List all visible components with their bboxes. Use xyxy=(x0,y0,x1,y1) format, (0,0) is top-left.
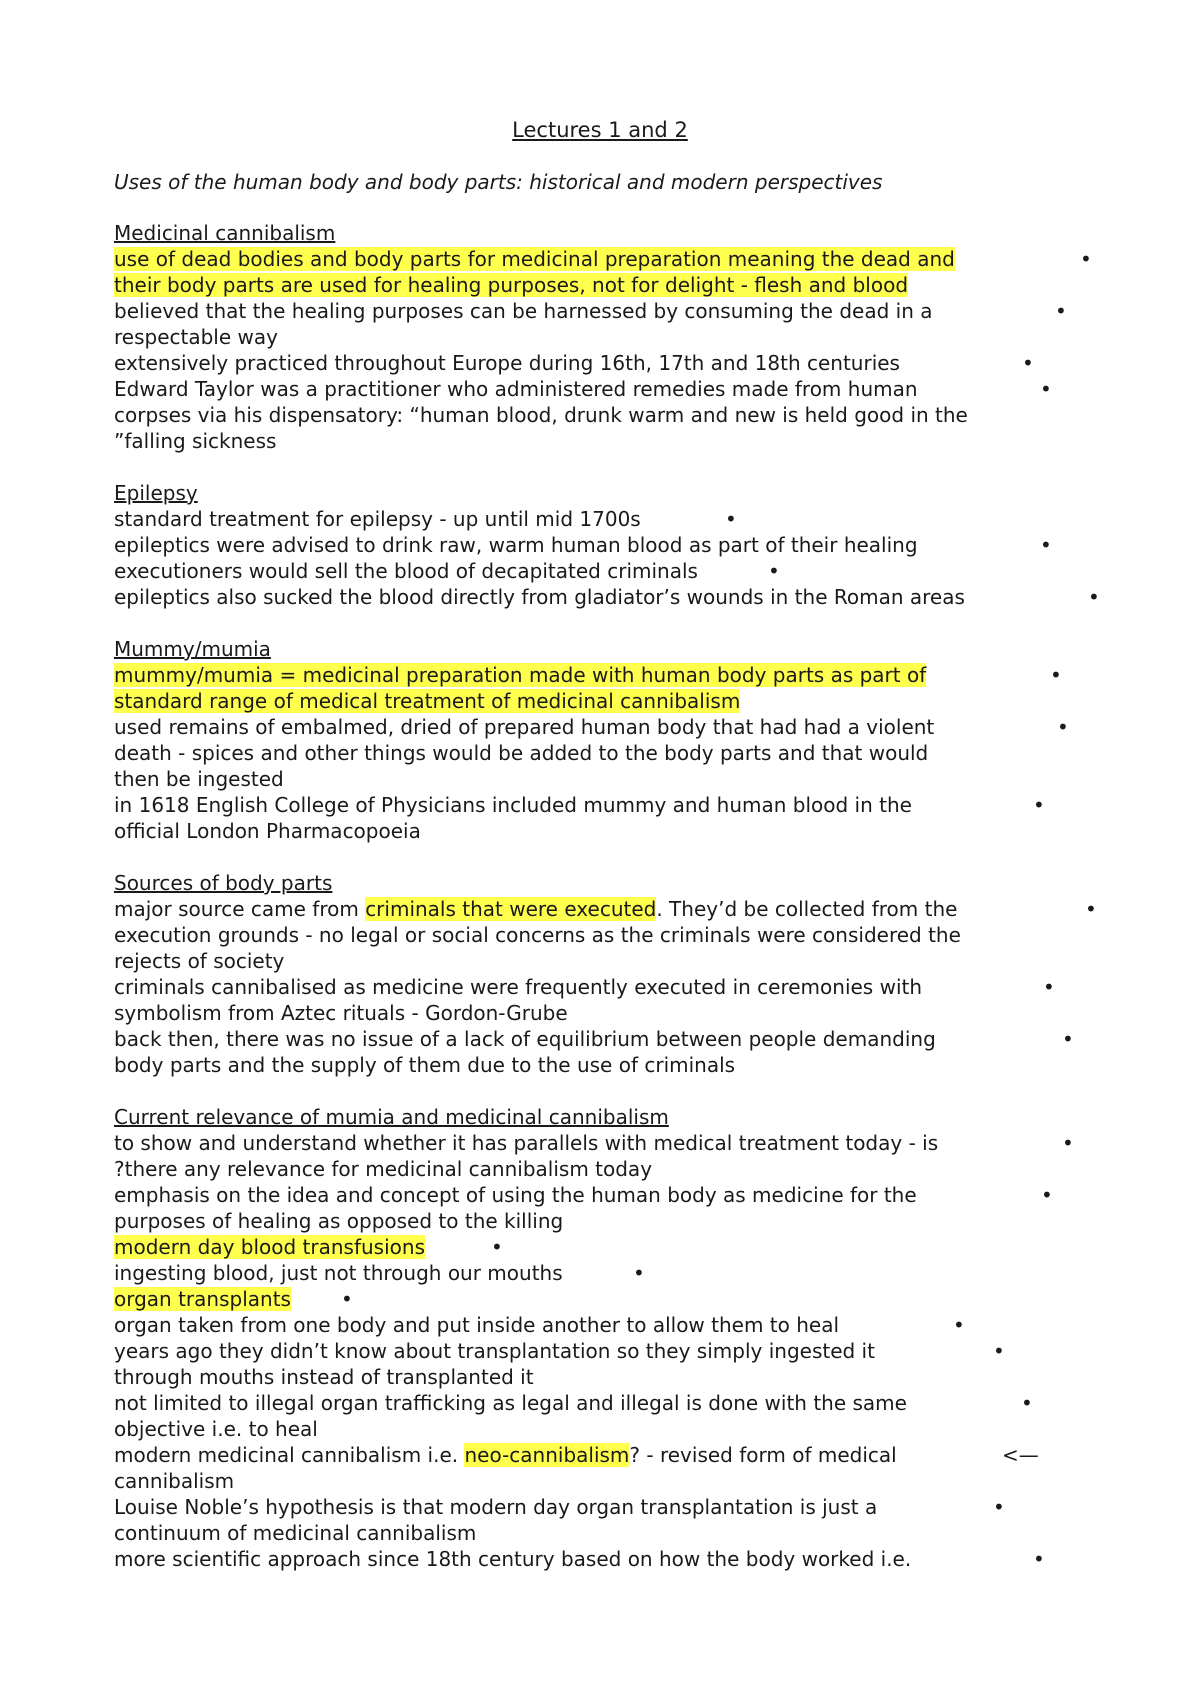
text-line xyxy=(114,1156,652,1182)
bullet-icon: • xyxy=(1040,533,1052,557)
highlighted-text: neo-cannibalism xyxy=(464,1443,630,1467)
text-line xyxy=(114,740,928,766)
section-heading xyxy=(114,220,335,246)
bullet-icon: • xyxy=(1062,1131,1074,1155)
text-line xyxy=(114,688,740,714)
bullet-icon: • xyxy=(1062,1027,1074,1051)
highlighted-text: criminals that were executed xyxy=(365,897,657,921)
text-line xyxy=(114,1520,476,1546)
text-segment: not limited to illegal organ trafficking as legal and illegal is done with the same xyxy=(114,1391,907,1415)
text-segment: to show and understand whether it has parallels with medical treatment today - is xyxy=(114,1131,939,1155)
text-segment: ingesting blood, just not through our mouths xyxy=(114,1261,563,1285)
text-line xyxy=(114,714,934,740)
text-segment: organ taken from one body and put inside another to allow them to heal xyxy=(114,1313,840,1337)
text-line xyxy=(114,792,912,818)
text-segment: Epilepsy xyxy=(114,481,198,505)
bullet-icon: • xyxy=(1080,247,1092,271)
bullet-icon: • xyxy=(953,1313,965,1337)
text-line xyxy=(114,1000,568,1026)
highlighted-text: mummy/mumia = medicinal preparation made with human body parts as part of xyxy=(114,663,927,687)
text-line xyxy=(114,376,918,402)
bullet-icon: • xyxy=(1088,585,1100,609)
text-line xyxy=(114,766,284,792)
bullet-icon: • xyxy=(633,1261,645,1285)
text-line xyxy=(114,532,918,558)
text-line xyxy=(114,1468,234,1494)
text-segment: executioners would sell the blood of decapitated criminals xyxy=(114,559,698,583)
page-subtitle: Uses of the human body and body parts: historical and modern perspectives xyxy=(114,170,883,194)
text-segment: epileptics also sucked the blood directly from gladiator’s wounds in the Roman areas xyxy=(114,585,965,609)
highlighted-text: their body parts are used for healing purposes, not for delight - flesh and blood xyxy=(114,273,909,297)
text-line xyxy=(114,584,965,610)
text-line xyxy=(114,1338,875,1364)
text-line xyxy=(114,818,421,844)
bullet-icon: • xyxy=(1033,1547,1045,1571)
text-segment: Mummy/mumia xyxy=(114,637,271,661)
text-line xyxy=(114,1208,563,1234)
bullet-icon: • xyxy=(1057,715,1069,739)
text-line xyxy=(114,1546,911,1572)
text-segment: through mouths instead of transplanted it xyxy=(114,1365,534,1389)
highlighted-text: modern day blood transfusions xyxy=(114,1235,425,1259)
highlighted-text: organ transplants xyxy=(114,1287,291,1311)
highlighted-text: standard range of medical treatment of medicinal cannibalism xyxy=(114,689,741,713)
text-segment: major source came from xyxy=(114,897,366,921)
text-line xyxy=(114,428,276,454)
text-segment: ”falling sickness xyxy=(114,429,277,453)
text-line xyxy=(114,1312,839,1338)
text-segment: more scientific approach since 18th century based on how the body worked i.e. xyxy=(114,1547,912,1571)
bullet-icon: • xyxy=(1041,1183,1053,1207)
text-segment: Medicinal cannibalism xyxy=(114,221,336,245)
text-line xyxy=(114,662,926,688)
text-segment: believed that the healing purposes can be harnessed by consuming the dead in a xyxy=(114,299,933,323)
bullet-icon: • xyxy=(768,559,780,583)
text-line xyxy=(114,1130,938,1156)
text-line xyxy=(114,298,933,324)
text-segment: ?there any relevance for medicinal cannibalism today xyxy=(114,1157,653,1181)
text-line xyxy=(114,948,284,974)
text-segment: continuum of medicinal cannibalism xyxy=(114,1521,477,1545)
arrow-icon: <— xyxy=(1002,1443,1039,1467)
text-segment: Louise Noble’s hypothesis is that modern day organ transplantation is just a xyxy=(114,1495,878,1519)
text-line xyxy=(114,1182,917,1208)
text-segment: Sources of body parts xyxy=(114,871,333,895)
text-segment: Edward Taylor was a practitioner who administered remedies made from human xyxy=(114,377,918,401)
bullet-icon: • xyxy=(1040,377,1052,401)
text-line xyxy=(114,1286,291,1312)
bullet-icon: • xyxy=(1021,1391,1033,1415)
text-segment: respectable way xyxy=(114,325,278,349)
text-segment: criminals cannibalised as medicine were frequently executed in ceremonies with xyxy=(114,975,923,999)
text-segment: official London Pharmacopoeia xyxy=(114,819,421,843)
page-title: Lectures 1 and 2 xyxy=(512,118,688,142)
text-segment: rejects of society xyxy=(114,949,285,973)
text-line xyxy=(114,350,900,376)
text-line xyxy=(114,922,961,948)
text-line xyxy=(114,1416,318,1442)
text-segment: death - spices and other things would be added to the body parts and that would xyxy=(114,741,929,765)
text-segment: cannibalism xyxy=(114,1469,235,1493)
text-line xyxy=(114,1442,897,1468)
text-line xyxy=(114,1364,534,1390)
text-line xyxy=(114,558,698,584)
text-segment: standard treatment for epilepsy - up until mid 1700s xyxy=(114,507,641,531)
bullet-icon: • xyxy=(1050,663,1062,687)
text-line xyxy=(114,1390,907,1416)
text-segment: symbolism from Aztec rituals - Gordon-Grube xyxy=(114,1001,568,1025)
bullet-icon: • xyxy=(491,1235,503,1259)
bullet-icon: • xyxy=(1055,299,1067,323)
text-segment: Current relevance of mumia and medicinal cannibalism xyxy=(114,1105,669,1129)
text-line xyxy=(114,1234,425,1260)
text-segment: years ago they didn’t know about transplantation so they simply ingested it xyxy=(114,1339,875,1363)
text-segment: in 1618 English College of Physicians included mummy and human blood in the xyxy=(114,793,912,817)
text-line xyxy=(114,272,908,298)
bullet-icon: • xyxy=(1022,351,1034,375)
text-line xyxy=(114,246,955,272)
text-line xyxy=(114,896,957,922)
text-segment: ? - revised form of medical xyxy=(629,1443,897,1467)
bullet-icon: • xyxy=(341,1287,353,1311)
section-heading xyxy=(114,1104,669,1130)
text-segment: used remains of embalmed, dried of prepared human body that had had a violent xyxy=(114,715,935,739)
text-segment: modern medicinal cannibalism i.e. xyxy=(114,1443,465,1467)
text-segment: corpses via his dispensatory: “human blood, drunk warm and new is held good in the xyxy=(114,403,968,427)
text-segment: . They’d be collected from the xyxy=(656,897,958,921)
bullet-icon: • xyxy=(993,1495,1005,1519)
text-segment: extensively practiced throughout Europe during 16th, 17th and 18th centuries xyxy=(114,351,900,375)
bullet-icon: • xyxy=(725,507,737,531)
text-segment: objective i.e. to heal xyxy=(114,1417,318,1441)
text-segment: execution grounds - no legal or social concerns as the criminals were considered the xyxy=(114,923,961,947)
bullet-icon: • xyxy=(1033,793,1045,817)
text-segment: epileptics were advised to drink raw, warm human blood as part of their healing xyxy=(114,533,918,557)
text-segment: emphasis on the idea and concept of using the human body as medicine for the xyxy=(114,1183,917,1207)
text-line xyxy=(114,1494,877,1520)
text-line xyxy=(114,974,922,1000)
text-segment: purposes of healing as opposed to the killing xyxy=(114,1209,564,1233)
text-line xyxy=(114,506,641,532)
bullet-icon: • xyxy=(1043,975,1055,999)
text-line xyxy=(114,1026,936,1052)
text-line xyxy=(114,324,278,350)
highlighted-text: use of dead bodies and body parts for medicinal preparation meaning the dead and xyxy=(114,247,955,271)
section-heading xyxy=(114,480,198,506)
section-heading xyxy=(114,636,271,662)
section-heading xyxy=(114,870,332,896)
text-segment: body parts and the supply of them due to the use of criminals xyxy=(114,1053,736,1077)
text-line xyxy=(114,1260,563,1286)
text-line xyxy=(114,402,968,428)
text-segment: then be ingested xyxy=(114,767,284,791)
text-line xyxy=(114,1052,735,1078)
bullet-icon: • xyxy=(993,1339,1005,1363)
bullet-icon: • xyxy=(1085,897,1097,921)
text-segment: back then, there was no issue of a lack of equilibrium between people demanding xyxy=(114,1027,936,1051)
